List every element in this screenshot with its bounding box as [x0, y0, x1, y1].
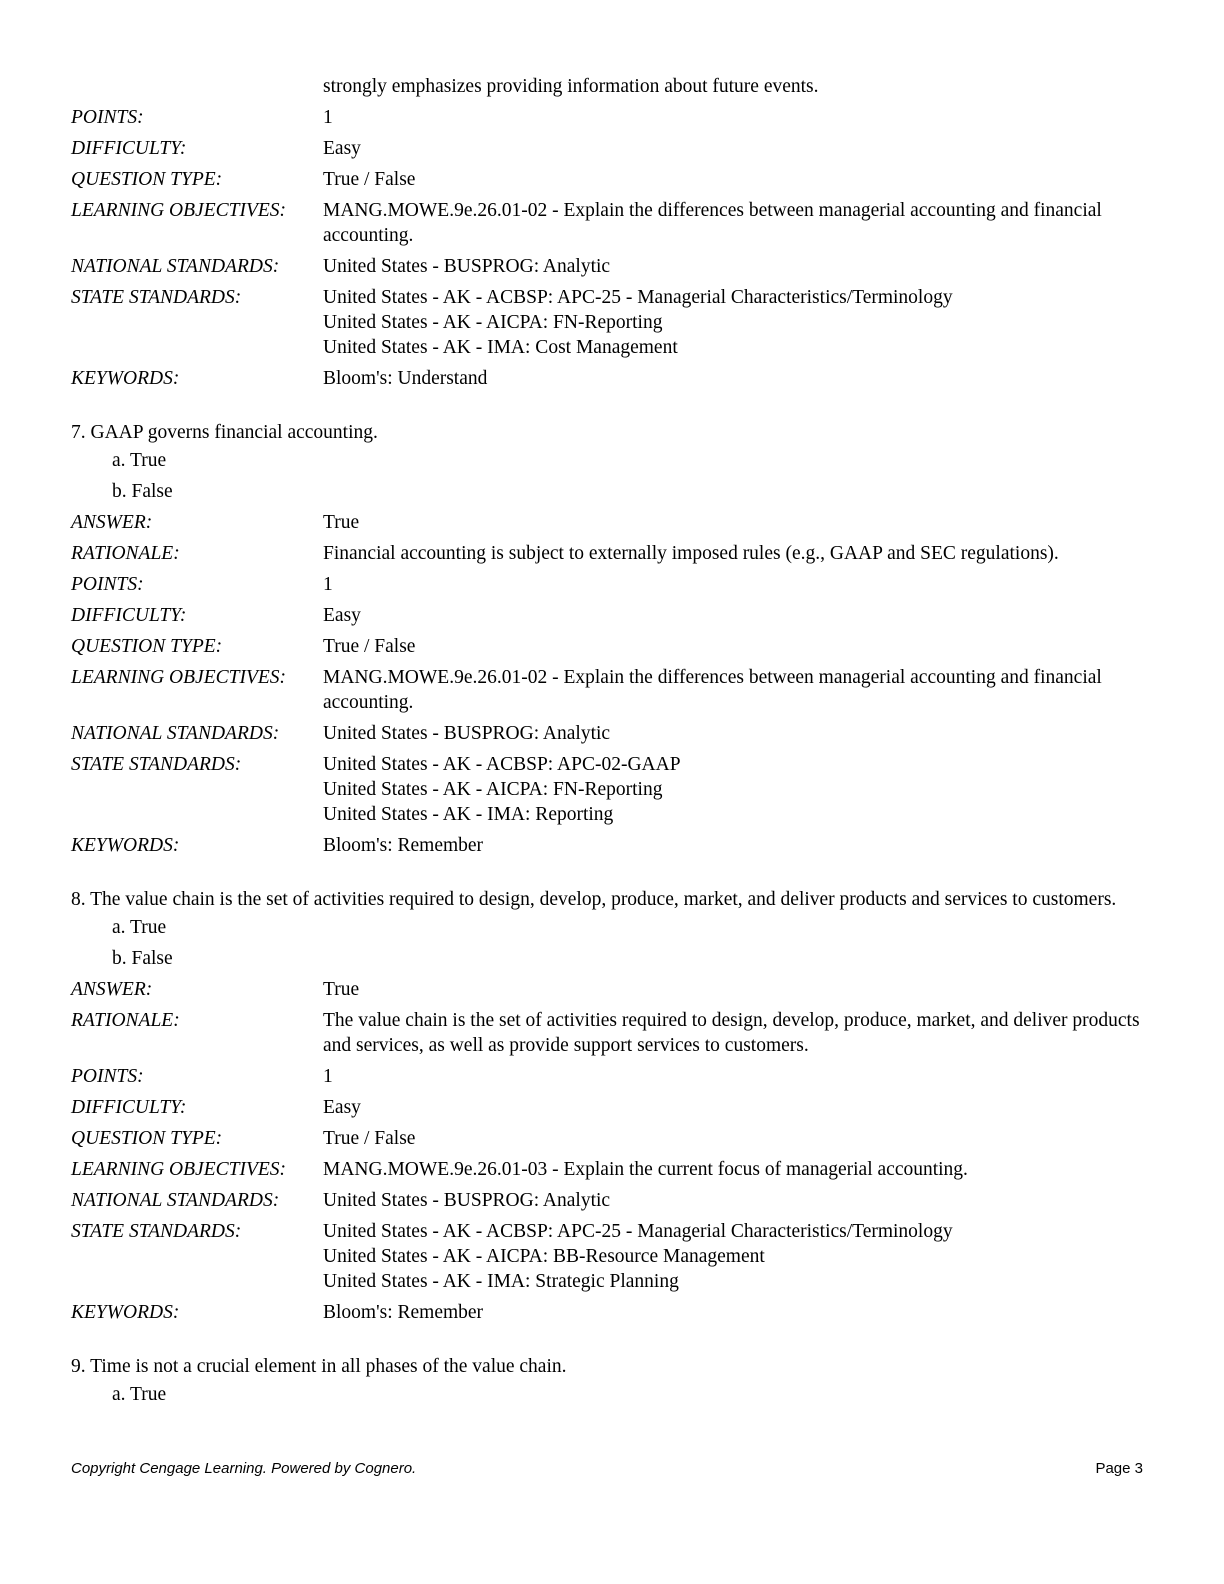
meta-value-line: United States - BUSPROG: Analytic [323, 256, 611, 277]
meta-value [323, 167, 1146, 192]
meta-value-line: True / False [323, 636, 416, 657]
meta-row-national-standards [71, 254, 1146, 279]
meta-value [323, 1157, 1146, 1182]
meta-row-national-standards [71, 1188, 1146, 1213]
meta-value [323, 572, 1146, 597]
meta-value-line: United States - AK - ACBSP: APC-25 - Managerial Characteristics/Terminology [323, 287, 953, 308]
meta-value-line: True / False [323, 169, 416, 190]
meta-value [323, 1300, 1146, 1325]
meta-value [323, 752, 1146, 827]
meta-row-difficulty [71, 136, 1146, 161]
footer-copyright: Copyright Cengage Learning. Powered by Cognero. [71, 1460, 417, 1477]
meta-label: QUESTION TYPE: [71, 169, 223, 190]
meta-label: LEARNING OBJECTIVES: [71, 200, 287, 221]
meta-label: STATE STANDARDS: [71, 287, 242, 308]
meta-value [323, 1008, 1146, 1058]
meta-label: KEYWORDS: [71, 368, 180, 389]
meta-row-learning-objectives [71, 1157, 1146, 1182]
meta-value-line: United States - BUSPROG: Analytic [323, 1190, 611, 1211]
meta-label: LEARNING OBJECTIVES: [71, 1159, 287, 1180]
meta-label: DIFFICULTY: [71, 138, 187, 159]
meta-label: ANSWER: [71, 512, 153, 533]
meta-value-line: United States - BUSPROG: Analytic [323, 723, 611, 744]
meta-value-line: Easy [323, 1097, 361, 1118]
page-footer [71, 1460, 1143, 1477]
meta-value [323, 198, 1146, 248]
meta-row-state-standards [71, 285, 1146, 360]
meta-label: NATIONAL STANDARDS: [71, 723, 280, 744]
meta-label: DIFFICULTY: [71, 1097, 187, 1118]
question-9-text: 9. Time is not a crucial element in all phases of the value chain. [71, 1356, 567, 1377]
meta-row-rationale [71, 541, 1146, 566]
continuation-row [71, 74, 1146, 99]
meta-row-points [71, 572, 1146, 597]
meta-row-answer [71, 977, 1146, 1002]
meta-label: DIFFICULTY: [71, 605, 187, 626]
meta-value-line: 1 [323, 574, 333, 595]
meta-value-line: True [323, 979, 360, 1000]
meta-value [323, 1219, 1146, 1294]
meta-label: NATIONAL STANDARDS: [71, 1190, 280, 1211]
meta-value-line: The value chain is the set of activities required to design, develop, produce, market, and deliver products and services, as well as provide support services to customers. [323, 1010, 1140, 1056]
meta-value-line: Easy [323, 605, 361, 626]
meta-row-question-type [71, 634, 1146, 659]
meta-row-national-standards [71, 721, 1146, 746]
question-7-option-a: a. True [112, 450, 167, 471]
meta-value [323, 1064, 1146, 1089]
meta-row-points [71, 105, 1146, 130]
meta-value-line: United States - AK - AICPA: FN-Reporting [323, 779, 663, 800]
footer-page-number: Page 3 [1095, 1460, 1143, 1477]
meta-value-line: Bloom's: Remember [323, 835, 484, 856]
meta-value [323, 1095, 1146, 1120]
meta-value [323, 833, 1146, 858]
q7-meta [71, 510, 1146, 858]
meta-value [323, 366, 1146, 391]
meta-row-points [71, 1064, 1146, 1089]
document-page [71, 74, 1146, 1407]
question-9-option-a: a. True [112, 1384, 167, 1405]
meta-value-line: Easy [323, 138, 361, 159]
meta-value [323, 1188, 1146, 1213]
question-8-option-a: a. True [112, 917, 167, 938]
meta-label: LEARNING OBJECTIVES: [71, 667, 287, 688]
meta-label: KEYWORDS: [71, 835, 180, 856]
meta-value [323, 105, 1146, 130]
meta-value-line: True [323, 512, 360, 533]
meta-value [323, 254, 1146, 279]
meta-value-line: United States - AK - IMA: Cost Management [323, 337, 678, 358]
question-8-text: 8. The value chain is the set of activities required to design, develop, produce, market, and deliver products and services to customers. [71, 889, 1117, 910]
meta-row-learning-objectives [71, 198, 1146, 248]
meta-value-line: True / False [323, 1128, 416, 1149]
meta-label: ANSWER: [71, 979, 153, 1000]
q6-meta [71, 105, 1146, 391]
meta-value-line: United States - AK - AICPA: FN-Reporting [323, 312, 663, 333]
meta-row-question-type [71, 1126, 1146, 1151]
meta-value-line: United States - AK - IMA: Strategic Planning [323, 1271, 679, 1292]
meta-row-question-type [71, 167, 1146, 192]
meta-row-keywords [71, 366, 1146, 391]
meta-row-keywords [71, 1300, 1146, 1325]
meta-value-line: MANG.MOWE.9e.26.01-02 - Explain the differences between managerial accounting and financial accounting. [323, 200, 1102, 246]
meta-value-line: MANG.MOWE.9e.26.01-02 - Explain the differences between managerial accounting and financial accounting. [323, 667, 1102, 713]
meta-value [323, 541, 1146, 566]
meta-value-line: Bloom's: Understand [323, 368, 488, 389]
meta-row-answer [71, 510, 1146, 535]
meta-label: STATE STANDARDS: [71, 754, 242, 775]
meta-value-line: MANG.MOWE.9e.26.01-03 - Explain the current focus of managerial accounting. [323, 1159, 968, 1180]
meta-value-line: United States - AK - ACBSP: APC-02-GAAP [323, 754, 681, 775]
meta-value [323, 510, 1146, 535]
meta-value [323, 665, 1146, 715]
meta-value-line: United States - AK - ACBSP: APC-25 - Managerial Characteristics/Terminology [323, 1221, 953, 1242]
meta-value [323, 136, 1146, 161]
meta-label: POINTS: [71, 107, 144, 128]
meta-value-line: 1 [323, 107, 333, 128]
meta-label: STATE STANDARDS: [71, 1221, 242, 1242]
meta-row-difficulty [71, 1095, 1146, 1120]
meta-row-difficulty [71, 603, 1146, 628]
meta-value-line: Bloom's: Remember [323, 1302, 484, 1323]
meta-label: QUESTION TYPE: [71, 1128, 223, 1149]
meta-label: NATIONAL STANDARDS: [71, 256, 280, 277]
meta-value [323, 721, 1146, 746]
meta-value [323, 285, 1146, 360]
meta-label: RATIONALE: [71, 543, 180, 564]
meta-value [323, 634, 1146, 659]
meta-value-line: United States - AK - IMA: Reporting [323, 804, 614, 825]
meta-label: POINTS: [71, 1066, 144, 1087]
meta-value-line: United States - AK - AICPA: BB-Resource Management [323, 1246, 765, 1267]
meta-value [323, 977, 1146, 1002]
meta-value [323, 1126, 1146, 1151]
meta-value-line: Financial accounting is subject to externally imposed rules (e.g., GAAP and SEC regulations). [323, 543, 1059, 564]
continuation-text: strongly emphasizes providing information about future events. [323, 76, 819, 97]
question-7-text: 7. GAAP governs financial accounting. [71, 422, 378, 443]
meta-label: POINTS: [71, 574, 144, 595]
meta-label: KEYWORDS: [71, 1302, 180, 1323]
meta-label: QUESTION TYPE: [71, 636, 223, 657]
meta-row-learning-objectives [71, 665, 1146, 715]
meta-row-state-standards [71, 1219, 1146, 1294]
meta-value-line: 1 [323, 1066, 333, 1087]
meta-label: RATIONALE: [71, 1010, 180, 1031]
meta-row-keywords [71, 833, 1146, 858]
meta-row-rationale [71, 1008, 1146, 1058]
question-8-option-b: b. False [112, 948, 173, 969]
meta-value [323, 603, 1146, 628]
q8-meta [71, 977, 1146, 1325]
meta-row-state-standards [71, 752, 1146, 827]
question-7-option-b: b. False [112, 481, 173, 502]
